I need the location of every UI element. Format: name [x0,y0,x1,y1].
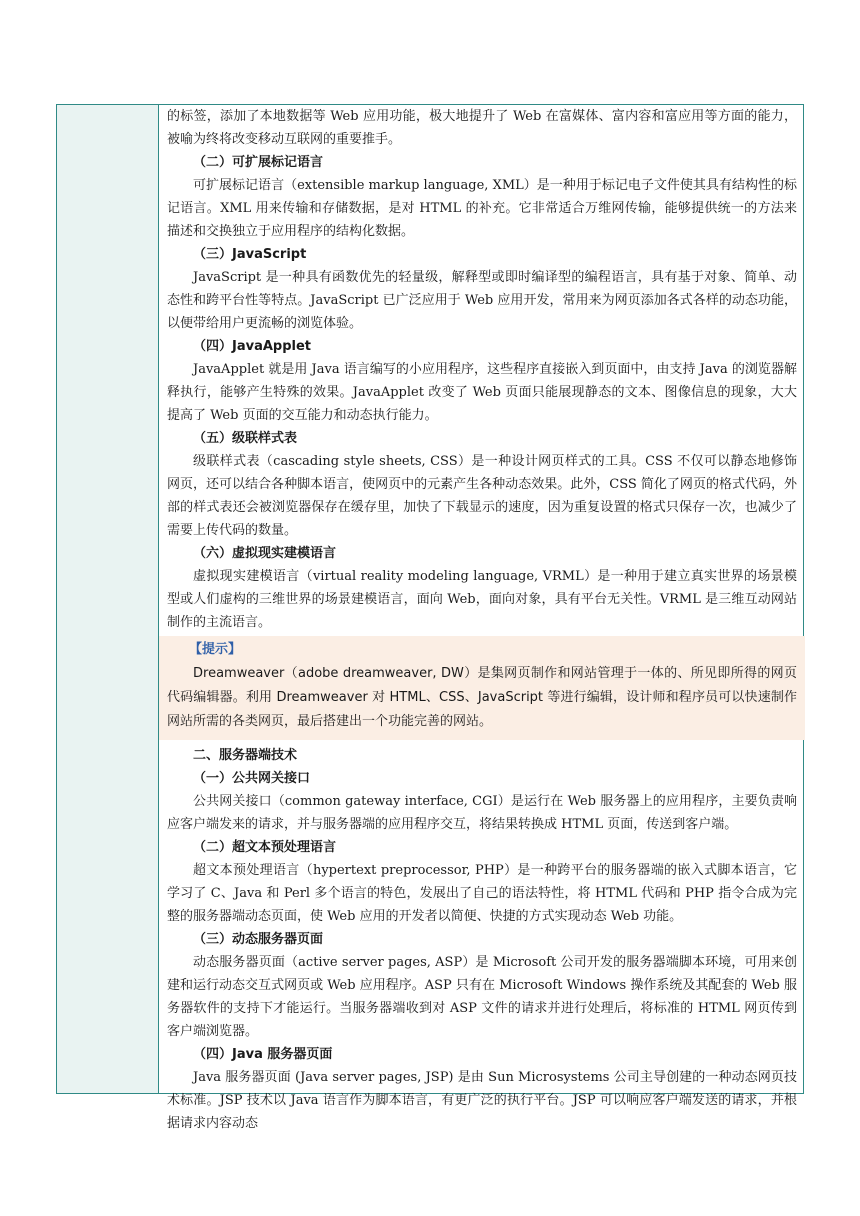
heading-css: （五）级联样式表 [193,431,298,446]
paragraph-intro-continuation: 的标签，添加了本地数据等 Web 应用功能，极大地提升了 Web 在富媒体、富内容和富应用等方面的能力，被喻为终将改变移动互联网的重要推手。 [167,109,797,147]
paragraph-xml: 可扩展标记语言（extensible markup language, XML）是一种用于标记电子文件使其具有结构性的标记语言。XML 用来传输和存储数据，是对 HTML 的补充。它非常适合万维网传输，能够提供统一的方法来描述和交换独立于应用程序的结构化数据。 [167,178,797,239]
heading-javaapplet: （四）JavaApplet [193,339,312,354]
heading-cgi: （一）公共网关接口 [193,771,311,786]
paragraph-javaapplet: JavaApplet 就是用 Java 语言编写的小应用程序，这些程序直接嵌入到页面中，由支持 Java 的浏览器解释执行，能够产生特殊的效果。JavaApplet 改变了 Web 页面只能展现静态的文本、图像信息的现象，大大提高了 Web 页面的交互能力和动态执行能力。 [167,362,797,423]
heading-server-side: 二、服务器端技术 [193,748,298,763]
paragraph-vrml: 虚拟现实建模语言（virtual reality modeling language, VRML）是一种用于建立真实世界的场景模型或人们虚构的三维世界的场景建模语言，面向 Web，面向对象，具有平台无关性。VRML 是三维互动网站制作的主流语言。 [167,569,797,630]
content-cell [167,105,797,1135]
heading-jsp: （四）Java 服务器页面 [193,1047,333,1062]
paragraph-jsp: Java 服务器页面 (Java server pages, JSP) 是由 Sun Microsystems 公司主导创建的一种动态网页技术标准。JSP 技术以 Java 语言作为脚本语言，有更广泛的执行平台。JSP 可以响应客户端发送的请求，并根据请求内容动态 [167,1070,797,1131]
heading-javascript: （三）JavaScript [193,247,307,262]
paragraph-php: 超文本预处理语言（hypertext preprocessor, PHP）是一种跨平台的服务器端的嵌入式脚本语言，它学习了 C、Java 和 Perl 多个语言的特色，发展出了自己的语法特性，将 HTML 代码和 PHP 指令合成为完整的服务器端动态页面，使 Web 应用的开发者以简便、快捷的方式实现动态 Web 功能。 [167,863,797,924]
paragraph-asp: 动态服务器页面（active server pages, ASP）是 Microsoft 公司开发的服务器端脚本环境，可用来创建和运行动态交互式网页或 Web 应用程序。ASP 只有在 Microsoft Windows 操作系统及其配套的 Web 服务器软件的支持下才能运行。当服务器端收到对 ASP 文件的请求并进行处理后，将标准的 HTML 网页传到客户端浏览器。 [167,955,797,1039]
heading-asp: （三）动态服务器页面 [193,932,324,947]
heading-php: （二）超文本预处理语言 [193,840,337,855]
paragraph-css: 级联样式表（cascading style sheets, CSS）是一种设计网页样式的工具。CSS 不仅可以静态地修饰网页，还可以结合各种脚本语言，使网页中的元素产生各种动态效果。此外，CSS 简化了网页的格式代码，外部的样式表还会被浏览器保存在缓存里，加快了下载显示的速度，因为重复设置的格式只保存一次，也减少了需要上传代码的数量。 [167,454,797,538]
left-column-cell [57,105,159,1093]
heading-xml: （二）可扩展标记语言 [193,155,324,170]
tip-title: 【提示】 [189,642,242,657]
tip-body: Dreamweaver（adobe dreamweaver, DW）是集网页制作和网站管理于一体的、所见即所得的网页代码编辑器。利用 Dreamweaver 对 HTML、CSS、JavaScript 等进行编辑，设计师和程序员可以快速制作网站所需的各类网页，最后搭建出一个功能完善的网站。 [167,666,797,729]
heading-vrml: （六）虚拟现实建模语言 [193,546,337,561]
tip-box [159,636,805,740]
paragraph-cgi: 公共网关接口（common gateway interface, CGI）是运行在 Web 服务器上的应用程序，主要负责响应客户端发来的请求，并与服务器端的应用程序交互，将结果转换成 HTML 页面，传送到客户端。 [167,794,797,832]
paragraph-javascript: JavaScript 是一种具有函数优先的轻量级，解释型或即时编译型的编程语言，具有基于对象、简单、动态性和跨平台性等特点。JavaScript 已广泛应用于 Web 应用开发，常用来为网页添加各式各样的动态功能，以便带给用户更流畅的浏览体验。 [167,270,797,331]
table-frame [56,104,804,1131]
